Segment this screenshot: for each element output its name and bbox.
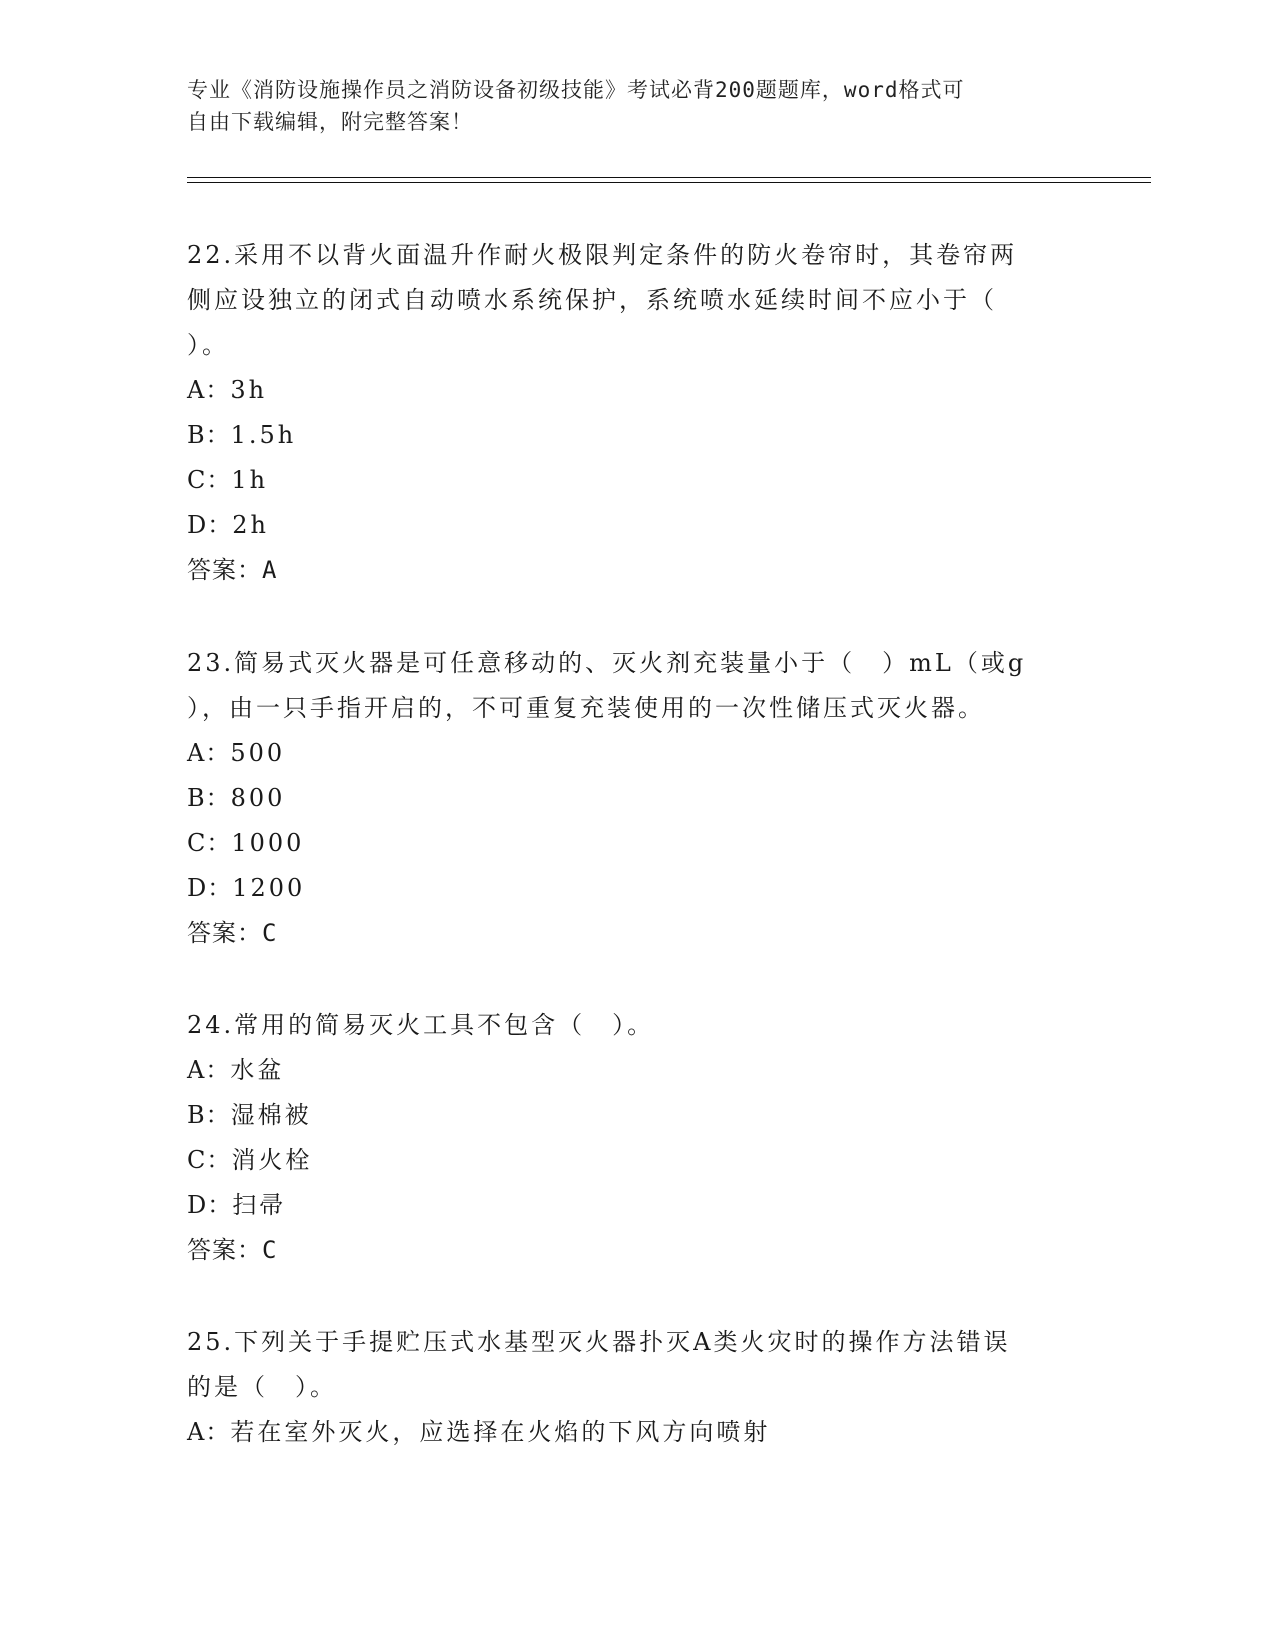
question-text-line: ），由一只手指开启的，不可重复充装使用的一次性储压式灭火器。 [187, 694, 985, 722]
answer-line: 答案：C [187, 1236, 278, 1264]
header-line-2: 自由下载编辑，附完整答案！ [187, 110, 473, 134]
answer-line: 答案：C [187, 919, 278, 947]
option-letter: A： [187, 1056, 231, 1084]
option-letter: A： [187, 739, 231, 767]
option-text: 3h [230, 376, 268, 404]
option-text: 1.5h [230, 421, 297, 449]
header-divider-top [187, 177, 1151, 178]
document-header [187, 74, 1067, 138]
question-text-line: ）。 [187, 331, 229, 359]
option-a [187, 1410, 1087, 1455]
option-c [187, 1138, 1087, 1183]
question-text-line: 25.下列关于手提贮压式水基型灭火器扑灭A类火灾时的操作方法错误 [187, 1328, 1011, 1356]
option-d [187, 1183, 1087, 1228]
option-text: 800 [230, 784, 286, 812]
option-text: 1000 [231, 829, 305, 857]
option-b [187, 776, 1087, 821]
option-c [187, 821, 1087, 866]
option-text: 扫帚 [232, 1191, 287, 1219]
question-text-line: 23.简易式灭火器是可任意移动的、灭火剂充装量小于（ ）mL（或g [187, 649, 1027, 677]
question-25 [187, 1320, 1087, 1455]
option-letter: B： [187, 421, 231, 449]
option-text: 500 [230, 739, 286, 767]
option-letter: D： [187, 874, 233, 902]
question-text-line: 22.采用不以背火面温升作耐火极限判定条件的防火卷帘时，其卷帘两 [187, 241, 1018, 269]
option-letter: A： [187, 1418, 231, 1446]
question-text-line: 侧应设独立的闭式自动喷水系统保护，系统喷水延续时间不应小于（ [187, 286, 997, 314]
option-letter: C： [187, 466, 232, 494]
question-text-line: 24.常用的简易灭火工具不包含（ ）。 [187, 1011, 655, 1039]
option-letter: C： [187, 1146, 232, 1174]
answer-line: 答案：A [187, 556, 278, 584]
option-b [187, 1093, 1087, 1138]
header-divider-bottom [187, 182, 1151, 183]
option-text: 消火栓 [231, 1146, 313, 1174]
option-b [187, 413, 1087, 458]
option-d [187, 866, 1087, 911]
option-letter: A： [187, 376, 231, 404]
option-a [187, 368, 1087, 413]
option-letter: C： [187, 829, 232, 857]
option-d [187, 503, 1087, 548]
question-23 [187, 641, 1087, 956]
option-a [187, 731, 1087, 776]
option-text: 若在室外灭火，应选择在火焰的下风方向喷射 [230, 1418, 771, 1446]
question-24 [187, 1003, 1087, 1273]
option-letter: D： [187, 1191, 233, 1219]
option-text: 湿棉被 [230, 1101, 312, 1129]
option-text: 水盆 [230, 1056, 285, 1084]
header-line-1: 专业《消防设施操作员之消防设备初级技能》考试必背200题题库，word格式可 [187, 78, 965, 102]
option-text: 1h [231, 466, 269, 494]
option-text: 1200 [232, 874, 306, 902]
question-22 [187, 233, 1087, 593]
option-letter: B： [187, 1101, 231, 1129]
option-a [187, 1048, 1087, 1093]
option-letter: B： [187, 784, 231, 812]
question-text-line: 的是（ ）。 [187, 1373, 337, 1401]
option-text: 2h [232, 511, 269, 539]
option-c [187, 458, 1087, 503]
option-letter: D： [187, 511, 233, 539]
